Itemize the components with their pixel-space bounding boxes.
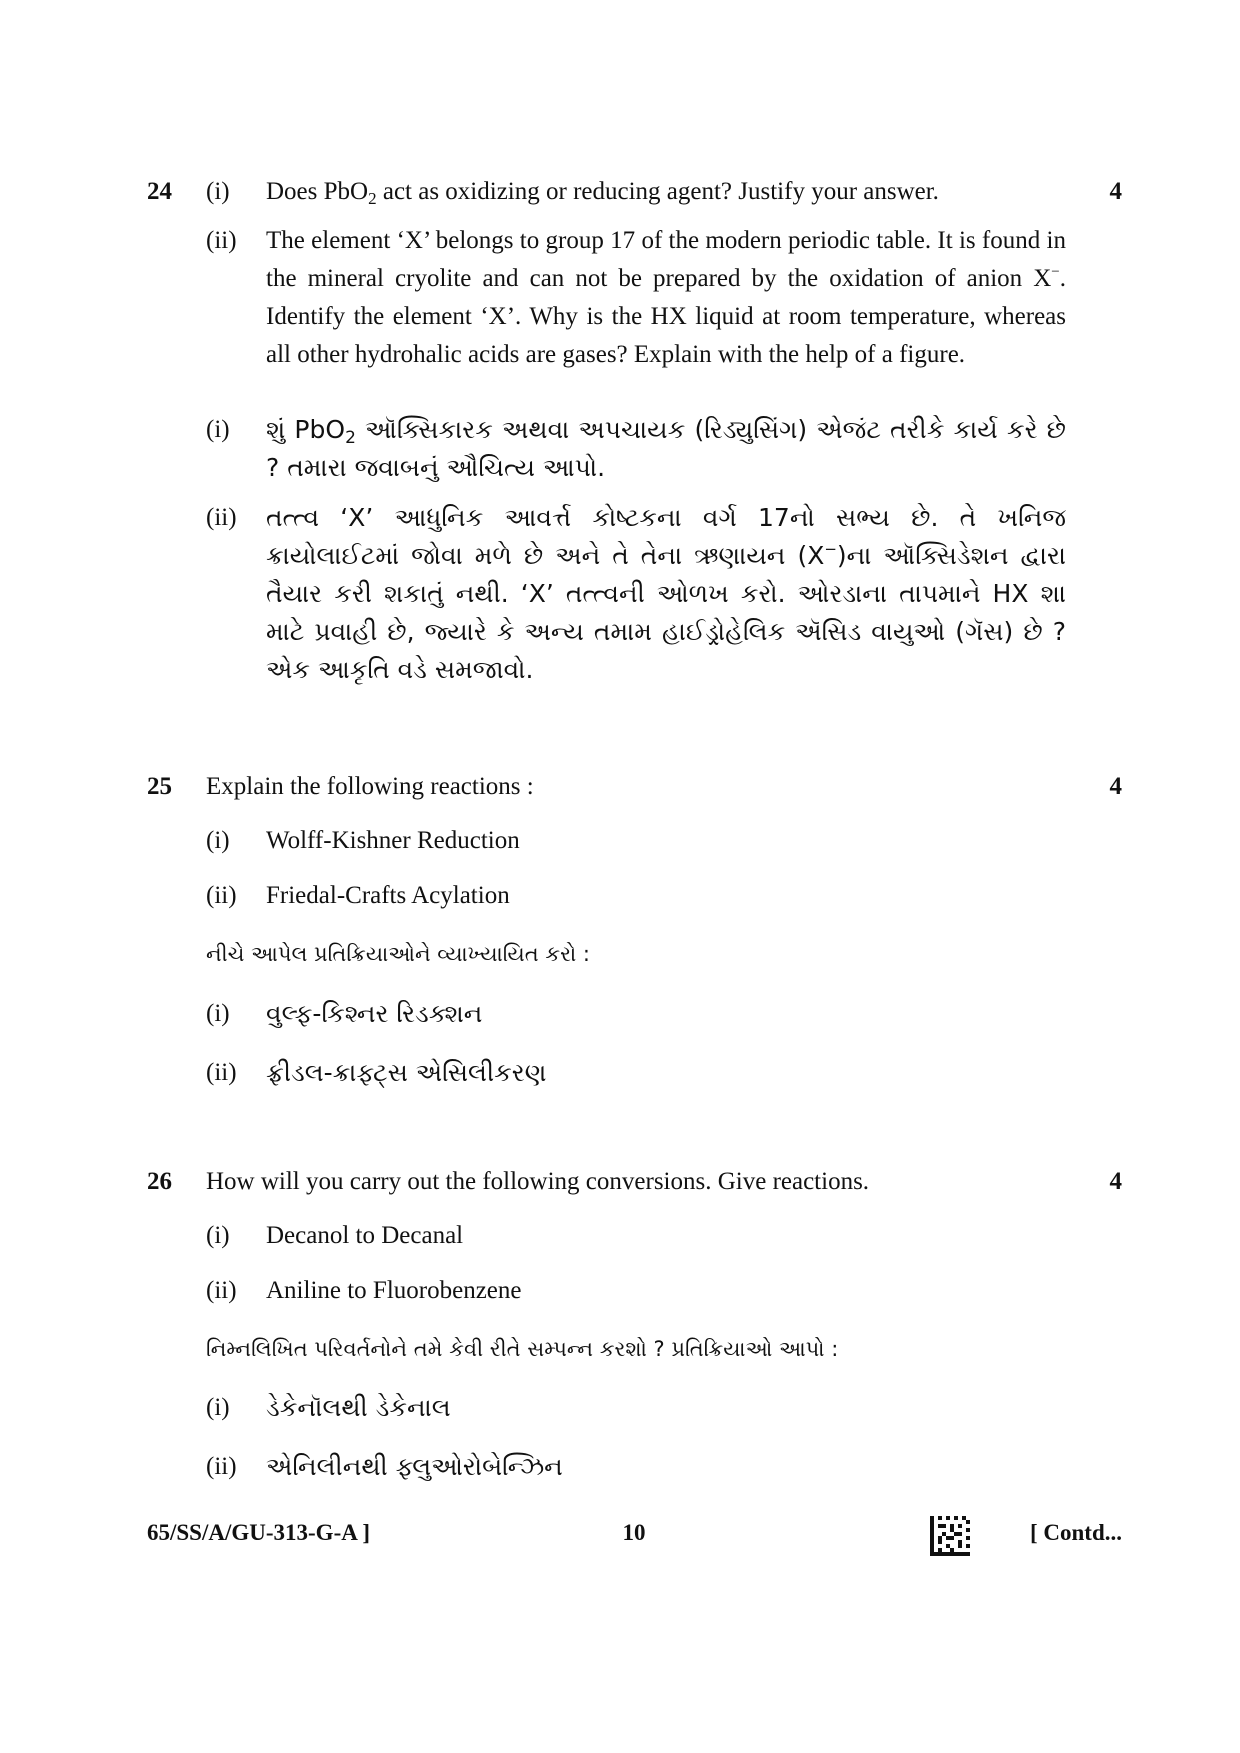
part-label: (ii) (206, 504, 237, 531)
part-text: એનિલીનથી ફ્લુઓરોબેન્ઝિન (266, 1452, 563, 1481)
part-label: (i) (206, 1222, 230, 1249)
part-label: (ii) (206, 1277, 237, 1304)
question-stem-gujarati: નિમ્નલિખિત પરિવર્તનોને તમે કેવી રીતે સમ્પન્ન કરશો ? પ્રતિક્રિયાઓ આપો : (206, 1337, 839, 1361)
question-stem-gujarati: નીચે આપેલ પ્રતિક્રિયાઓને વ્યાખ્યાયિત કરો : (206, 942, 590, 966)
part-text: વુલ્ફ-કિશ્નર રિડક્શન (266, 999, 483, 1028)
part-text: Wolff-Kishner Reduction (266, 827, 520, 854)
part-label: (i) (206, 827, 230, 854)
part-label: (ii) (206, 882, 237, 909)
question-number: 24 (147, 178, 172, 205)
qr-code-icon (930, 1516, 970, 1556)
part-text: The element ‘X’ belongs to group 17 of the modern periodic table. It is found in the mineral cryolite and can not be prepared by the oxidation of anion X−. Identify the element ‘X’. Why is the HX liquid at room temperature, whereas all other hydrohalic acids are gases? Explain with the help of a figure. (266, 227, 1066, 368)
part-label: (ii) (206, 1059, 237, 1086)
part-text: તત્ત્વ ‘X’ આધુનિક આવર્ત્ત કોષ્ટકના વર્ગ 17નો સભ્ય છે. તે ખનિજ ક્રાયોલાઈટમાં જોવા મળે છે અને તે તેના ઋણાયન (X−)ના ઑક્સિડેશન દ્વારા તૈયાર કરી શકાતું નથી. ‘X’ તત્ત્વની ઓળખ કરો. ઓરડાના તાપમાને HX શા માટે પ્રવાહી છે, જ્યારે કે અન્ય તમામ હાઈડ્રોહેલિક ઍસિડ વાયુઓ (ગૅસ) છે ? એક આકૃતિ વડે સમજાવો. (266, 503, 1066, 684)
part-label: (i) (206, 1000, 230, 1027)
continued-label: [ Contd... (1029, 1520, 1122, 1545)
part-label: (i) (206, 178, 230, 205)
marks: 4 (1109, 773, 1122, 800)
part-label: (ii) (206, 1453, 237, 1480)
part-text: ડેકેનૉલથી ડેકેનાલ (266, 1393, 451, 1422)
part-label: (i) (206, 1394, 230, 1421)
question-number: 25 (147, 773, 172, 800)
question-number: 26 (147, 1168, 172, 1195)
part-text: Decanol to Decanal (266, 1222, 464, 1249)
question-stem: How will you carry out the following conversions. Give reactions. (206, 1168, 870, 1195)
part-text: ફ્રીડલ-ક્રાફ્ટ્સ એસિલીકરણ (266, 1058, 547, 1087)
part-label: (ii) (206, 227, 237, 254)
paper-code: 65/SS/A/GU-313-G-A ] (147, 1520, 370, 1545)
part-text: Aniline to Fluorobenzene (266, 1277, 522, 1304)
page-number: 10 (622, 1520, 646, 1545)
marks: 4 (1109, 1168, 1122, 1195)
question-stem: Explain the following reactions : (206, 773, 534, 800)
marks: 4 (1109, 178, 1122, 205)
part-text: Does PbO$_2$ act as oxidizing or reducing agent? Justify your answer. (266, 178, 939, 208)
part-label: (i) (206, 416, 230, 443)
part-text: Friedal-Crafts Acylation (266, 882, 510, 909)
part-text: શું PbO$_2$ ઑક્સિકારક અથવા અપચાયક (રિડ્યુસિંગ) એજંટ તરીકે કાર્ય કરે છે ? તમારા જવાબનું ઔચિત્ય આપો. (266, 415, 1066, 482)
